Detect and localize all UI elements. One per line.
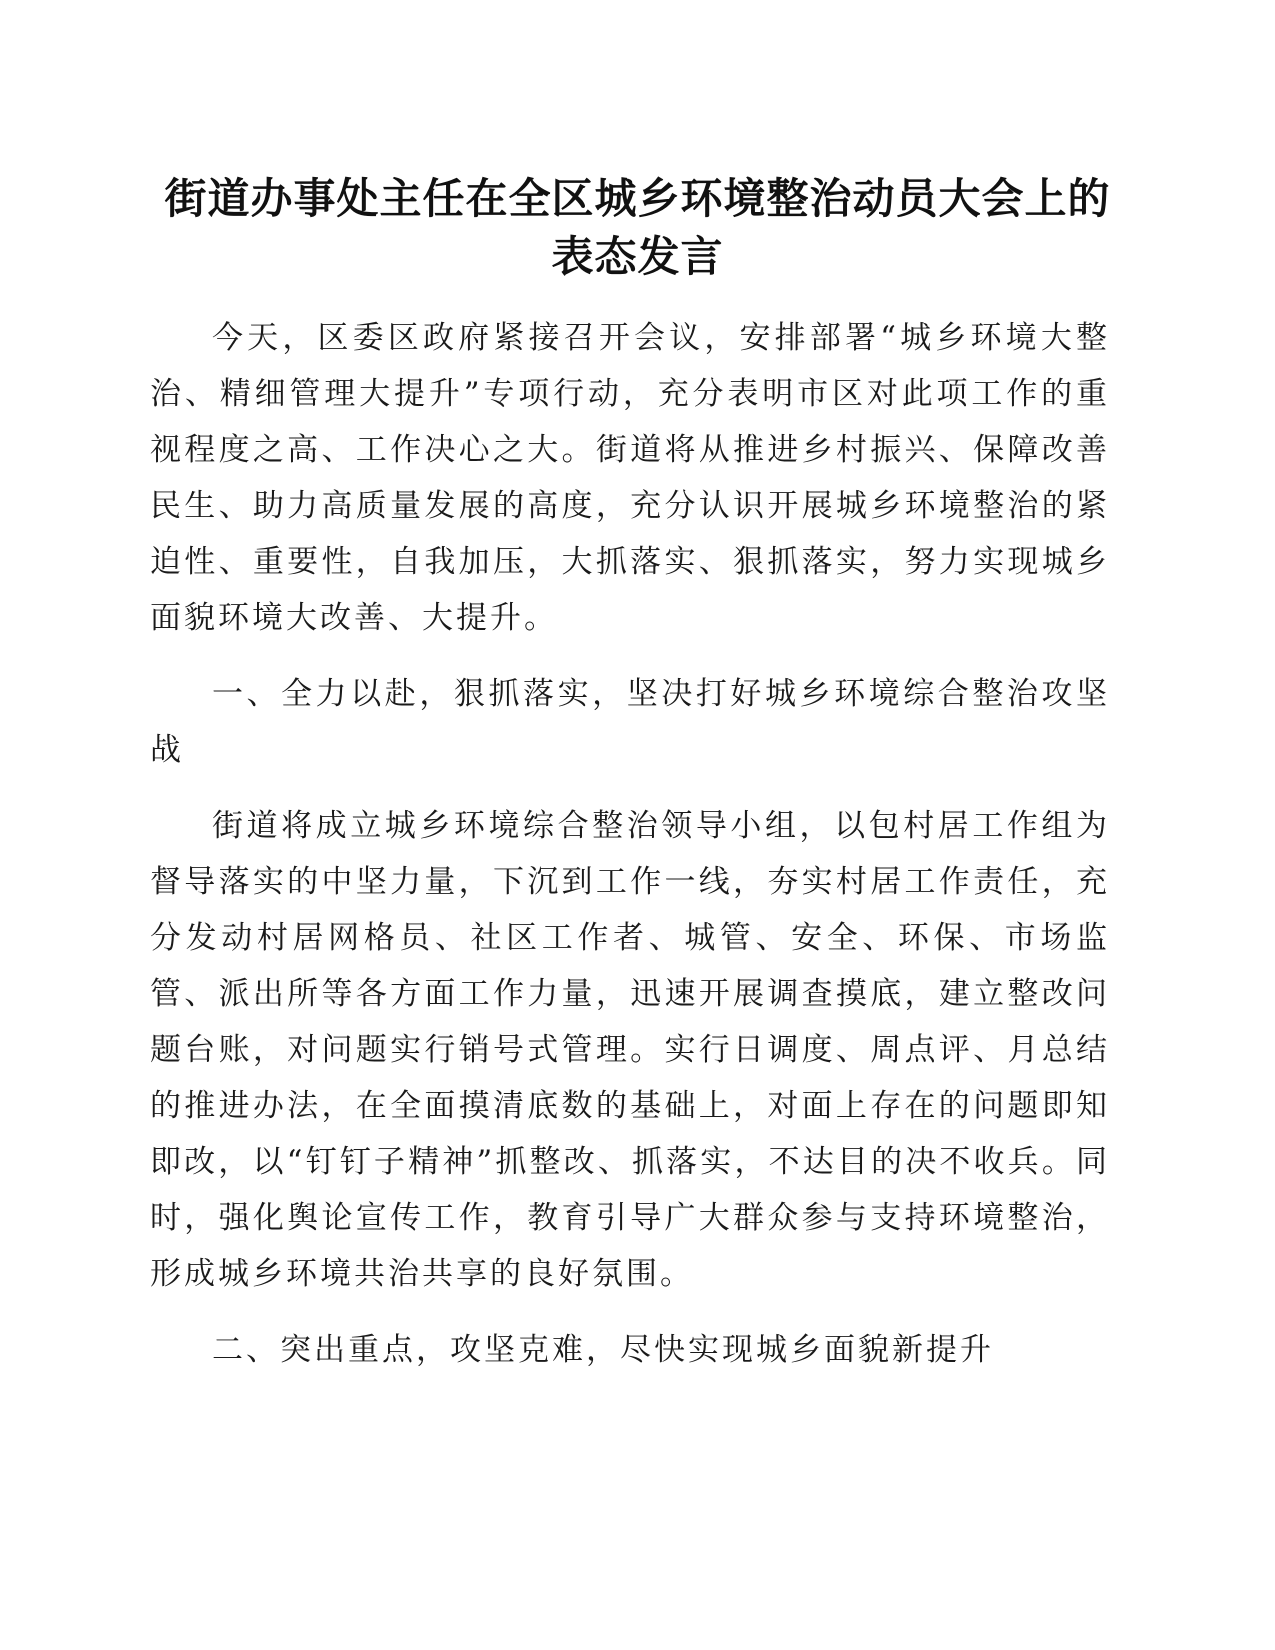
document-body [150,310,1110,1398]
document-title: 街道办事处主任在全区城乡环境整治动员大会上的表态发言 [164,174,1111,281]
section-heading-1: 一、全力以赴，狠抓落实，坚决打好城乡环境综合整治攻坚战 [150,676,1110,768]
paragraph-section-1: 街道将成立城乡环境综合整治领导小组，以包村居工作组为督导落实的中坚力量，下沉到工作一线，夯实村居工作责任，充分发动村居网格员、社区工作者、城管、安全、环保、市场监管、派出所等各方面工作力量，迅速开展调查摸底，建立整改问题台账，对问题实行销号式管理。实行日调度、周点评、月总结的推进办法，在全面摸清底数的基础上，对面上存在的问题即知即改，以“钉钉子精神”抓整改、抓落实，不达目的决不收兵。同时，强化舆论宣传工作，教育引导广大群众参与支持环境整治，形成城乡环境共治共享的良好氛围。 [150,808,1110,1292]
paragraph-intro: 今天，区委区政府紧接召开会议，安排部署“城乡环境大整治、精细管理大提升”专项行动，充分表明市区对此项工作的重视程度之高、工作决心之大。街道将从推进乡村振兴、保障改善民生、助力高质量发展的高度，充分认识开展城乡环境整治的紧迫性、重要性，自我加压，大抓落实、狠抓落实，努力实现城乡面貌环境大改善、大提升。 [150,320,1110,636]
section-heading-2: 二、突出重点，攻坚克难，尽快实现城乡面貌新提升 [212,1332,994,1368]
